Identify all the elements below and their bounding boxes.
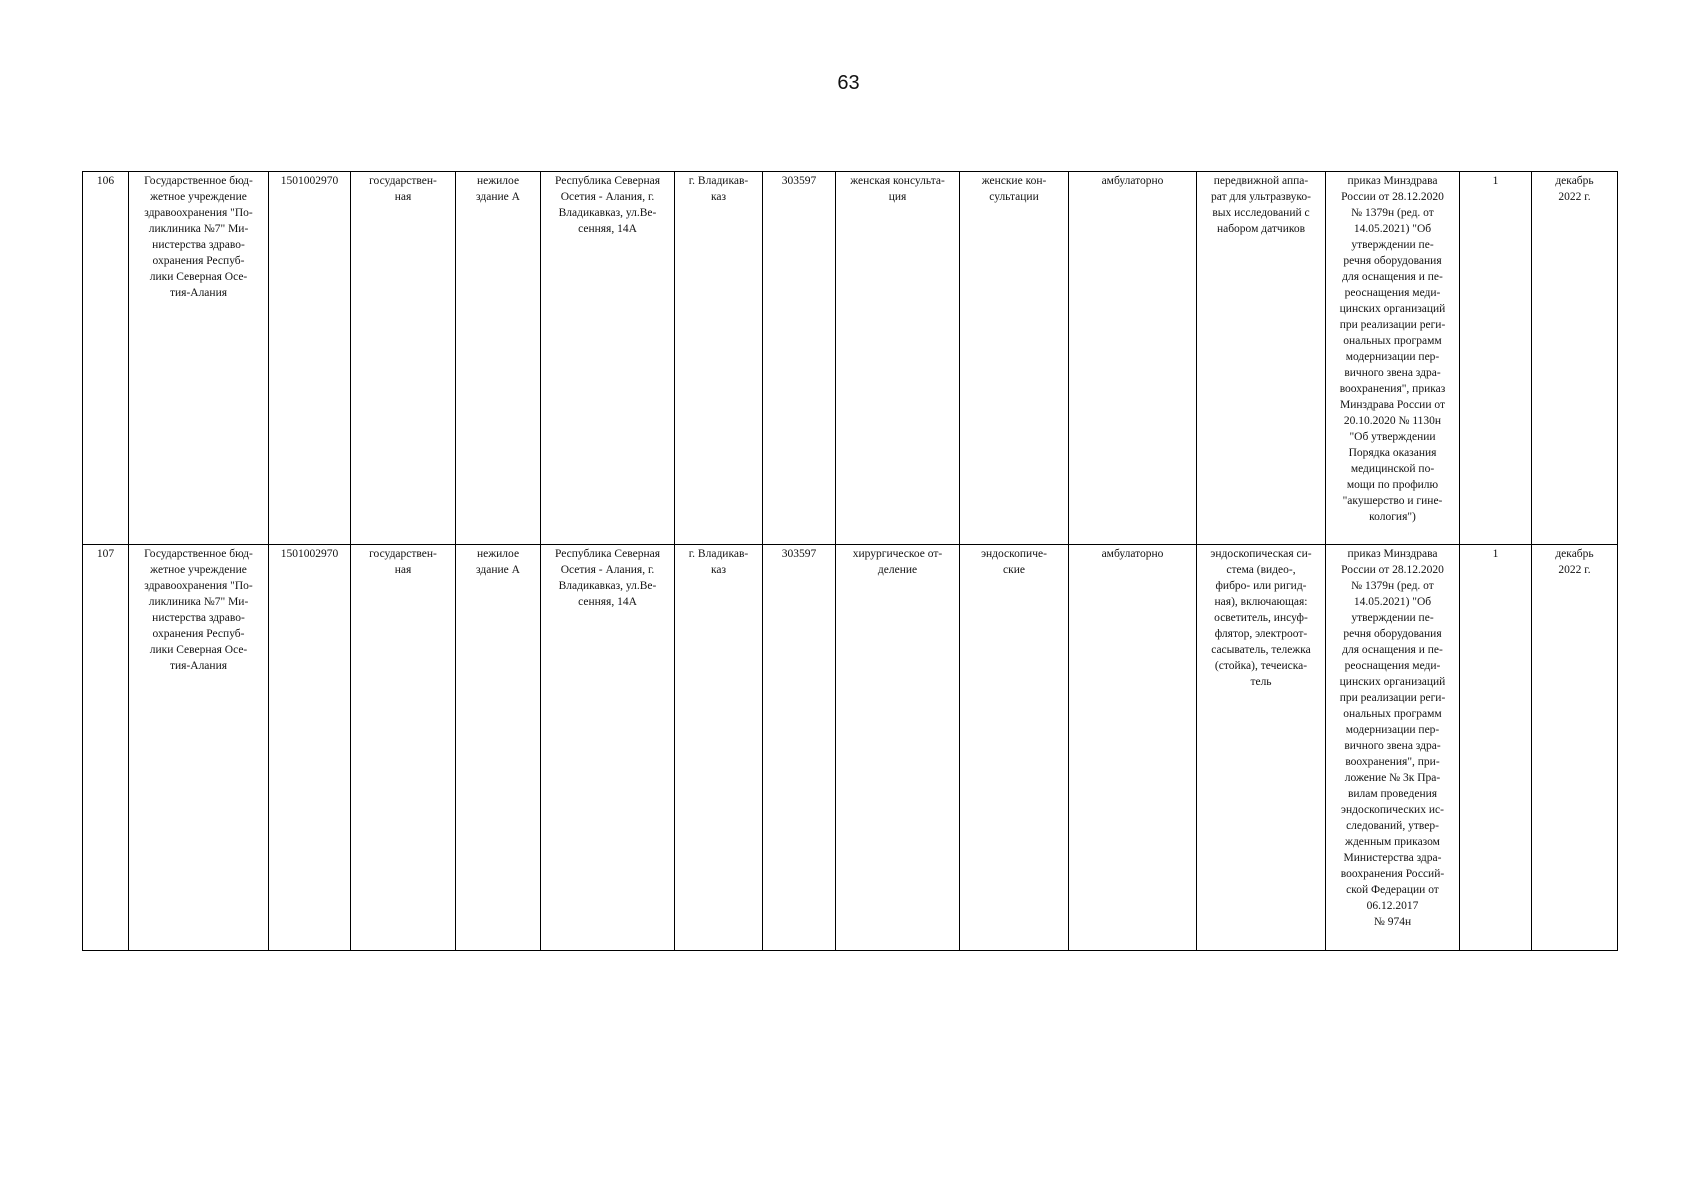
- ownership-cell: государствен- ная: [351, 172, 456, 545]
- code-cell: 303597: [763, 545, 836, 951]
- city-cell: г. Владикав- каз: [675, 172, 763, 545]
- profile-cell: эндоскопиче- ские: [960, 545, 1069, 951]
- basis-cell: приказ Минздрава России от 28.12.2020 № 1379н (ред. от 14.05.2021) "Об утверждении пе- речня оборудования для оснащения и пе- реоснащения меди- цинских организаций при реализации реги- ональных программ модернизации пер- вичного звена здра- воохранения", приказ Минздрава России от 20.10.2020 № 1130н "Об утверждении Порядка оказания медицинской по- мощи по профилю "акушерство и гине- кология"): [1326, 172, 1460, 545]
- table-row: [83, 545, 1618, 951]
- deadline-cell: декабрь 2022 г.: [1532, 172, 1618, 545]
- page-number: 63: [837, 72, 860, 94]
- institution-cell: Государственное бюд- жетное учреждение здравоохранения "По- ликлиника №7" Ми- нистерства здраво- охранения Респуб- лики Северная Осе- тия-Алания: [129, 172, 269, 545]
- department-cell: женская консульта- ция: [836, 172, 960, 545]
- row-number-cell: 106: [83, 172, 129, 545]
- quantity-cell: 1: [1460, 545, 1532, 951]
- institution-cell: Государственное бюд- жетное учреждение здравоохранения "По- ликлиника №7" Ми- нистерства здраво- охранения Респуб- лики Северная Осе- тия-Алания: [129, 545, 269, 951]
- ownership-cell: государствен- ная: [351, 545, 456, 951]
- building-cell: нежилое здание А: [456, 545, 541, 951]
- city-cell: г. Владикав- каз: [675, 545, 763, 951]
- equipment-table: [82, 171, 1618, 951]
- code-cell: 303597: [763, 172, 836, 545]
- table-row: [83, 172, 1618, 545]
- building-cell: нежилое здание А: [456, 172, 541, 545]
- quantity-cell: 1: [1460, 172, 1532, 545]
- department-cell: хирургическое от- деление: [836, 545, 960, 951]
- profile-cell: женские кон- сультации: [960, 172, 1069, 545]
- equipment-cell: эндоскопическая си- стема (видео-, фибро- или ригид- ная), включающая: осветитель, инсуф- флятор, электроот- сасыватель, тележка (стойка), течеиска- тель: [1197, 545, 1326, 951]
- basis-cell: приказ Минздрава России от 28.12.2020 № 1379н (ред. от 14.05.2021) "Об утверждении пе- речня оборудования для оснащения и пе- реоснащения меди- цинских организаций при реализации реги- ональных программ модернизации пер- вичного звена здра- воохранения", при- ложение № 3к Пра- вилам проведения эндоскопических ис- следований, утвер- жденным приказом Министерства здра- воохранения Россий- ской Федерации от 06.12.2017 № 974н: [1326, 545, 1460, 951]
- inn-cell: 1501002970: [269, 172, 351, 545]
- address-cell: Республика Северная Осетия - Алания, г. Владикавказ, ул.Ве- сенняя, 14А: [541, 172, 675, 545]
- deadline-cell: декабрь 2022 г.: [1532, 545, 1618, 951]
- condition-cell: амбулаторно: [1069, 172, 1197, 545]
- condition-cell: амбулаторно: [1069, 545, 1197, 951]
- row-number-cell: 107: [83, 545, 129, 951]
- inn-cell: 1501002970: [269, 545, 351, 951]
- address-cell: Республика Северная Осетия - Алания, г. Владикавказ, ул.Ве- сенняя, 14А: [541, 545, 675, 951]
- equipment-cell: передвижной аппа- рат для ультразвуко- вых исследований с набором датчиков: [1197, 172, 1326, 545]
